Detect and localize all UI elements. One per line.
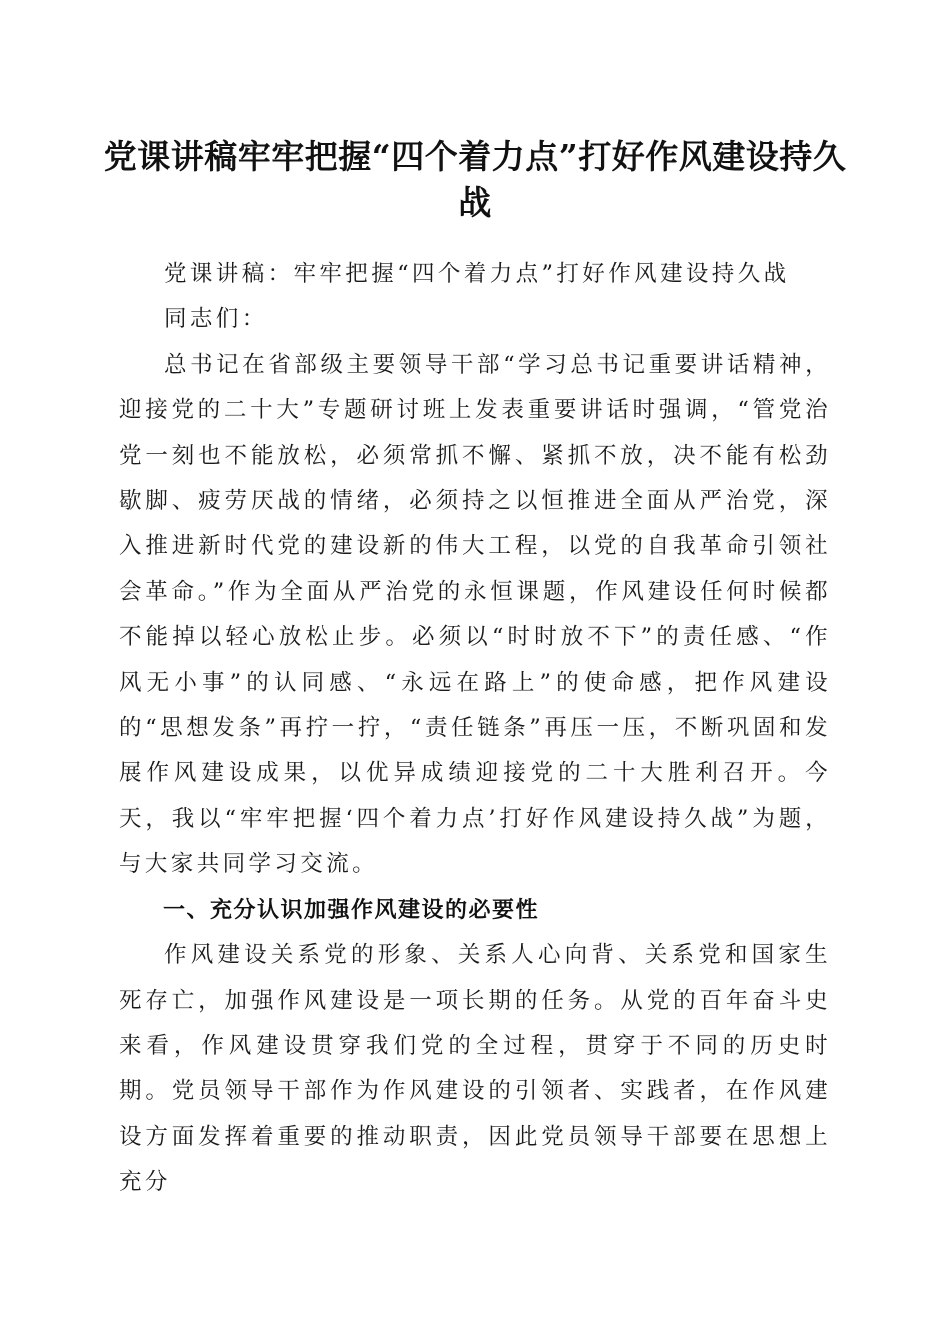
salutation-paragraph: 同志们：: [164, 306, 268, 333]
document-body: [119, 252, 831, 1206]
intro-paragraph: 总书记在省部级主要领导干部“学习总书记重要讲话精神，迎接党的二十大”专题研讨班上发表重要讲话时强调，“管党治党一刻也不能放松，必须常抓不懈、紧抓不放，决不能有松劲歇脚、疲劳厌战的情绪，必须持之以恒推进全面从严治党，深入推进新时代党的建设新的伟大工程，以党的自我革命引领社会革命。”作为全面从严治党的永恒课题，作风建设任何时候都不能掉以轻心放松止步。必须以“时时放不下”的责任感、“作风无小事”的认同感、“永远在路上”的使命感，把作风建设的“思想发条”再拧一拧，“责任链条”再压一压，不断巩固和发展作风建设成果，以优异成绩迎接党的二十大胜利召开。今天，我以“牢牢把握‘四个着力点’打好作风建设持久战”为题，与大家共同学习交流。: [119, 351, 831, 878]
section-1-paragraph: 作风建设关系党的形象、关系人心向背、关系党和国家生死存亡，加强作风建设是一项长期的任务。从党的百年奋斗史来看，作风建设贯穿我们党的全过程，贯穿于不同的历史时期。党员领导干部作为作风建设的引领者、实践者，在作风建设方面发挥着重要的推动职责，因此党员领导干部要在思想上充分: [119, 942, 831, 1196]
subtitle-paragraph: 党课讲稿：牢牢把握“四个着力点”打好作风建设持久战: [164, 261, 790, 287]
document-title: 党课讲稿牢牢把握“四个着力点”打好作风建设持久战: [103, 137, 847, 222]
section-1-heading: 一、充分认识加强作风建设的必要性: [163, 897, 540, 923]
